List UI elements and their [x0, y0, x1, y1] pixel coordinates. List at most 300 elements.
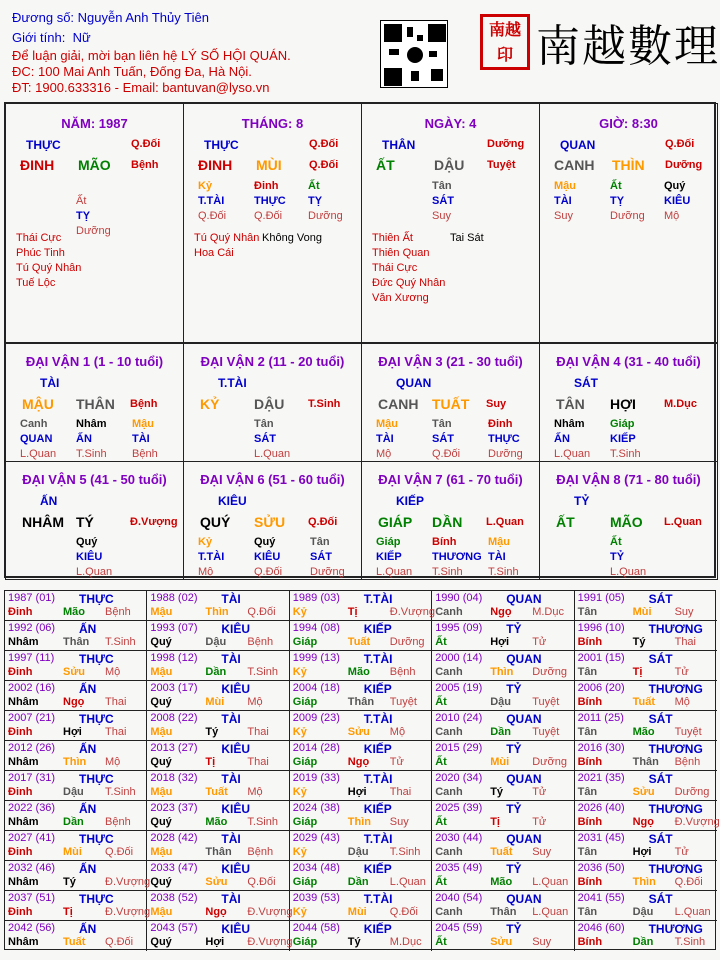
shen-sha-star: Đức Quý Nhân	[372, 277, 446, 289]
year-branch: Thân	[63, 636, 90, 648]
hidden-stem: Nhâm	[76, 418, 107, 430]
year-cell[interactable]	[432, 891, 574, 921]
hidden-stem: Giáp	[610, 418, 635, 430]
dai-van-stem: MẬU	[22, 396, 54, 412]
year-branch: Mão	[63, 606, 85, 618]
year-stem: Nhâm	[8, 816, 39, 828]
hidden-stem: Mậu	[488, 536, 510, 548]
dai-van-3[interactable]	[361, 343, 540, 462]
year-god: TÀI	[221, 652, 241, 666]
dai-van-stem: TÂN	[556, 396, 585, 412]
dai-van-title: ĐẠI VẬN 6 (51 - 60 tuổi)	[200, 472, 345, 487]
year-god: QUAN	[506, 712, 542, 726]
chart-board	[4, 102, 716, 578]
year-stem: Canh	[435, 606, 463, 618]
hidden-stem: Giáp	[376, 536, 401, 548]
year-cell[interactable]	[432, 621, 574, 651]
year-cell[interactable]	[5, 621, 147, 651]
year-cell[interactable]	[147, 891, 293, 921]
year-god: KIẾP	[363, 922, 392, 936]
year-label: 2020 (34)	[435, 772, 483, 784]
year-life-stage: Mộ	[247, 786, 263, 798]
year-life-stage: Suy	[674, 606, 694, 618]
hidden-life-stage: L.Quan	[76, 566, 113, 578]
year-cell[interactable]	[147, 921, 293, 951]
year-cell[interactable]	[5, 861, 151, 891]
year-god: THƯƠNG	[648, 682, 703, 696]
hidden-god: TÀI	[488, 551, 506, 563]
year-cell[interactable]	[290, 681, 432, 711]
hidden-god: KIÊU	[254, 551, 281, 563]
year-cell[interactable]	[575, 651, 717, 681]
year-stem: Bính	[577, 936, 603, 948]
shen-sha-star: Thiên Ất	[372, 232, 413, 244]
year-god: SÁT	[648, 832, 673, 846]
year-branch: Tuất	[63, 936, 86, 948]
dai-van-8[interactable]	[539, 461, 718, 580]
year-cell[interactable]	[290, 801, 432, 831]
year-cell[interactable]	[290, 831, 432, 861]
year-label: 2025 (39)	[435, 802, 483, 814]
year-branch: Tị	[205, 756, 216, 768]
year-label: 2022 (36)	[8, 802, 56, 814]
year-cell[interactable]	[5, 801, 147, 831]
year-label: 2038 (52)	[150, 892, 198, 904]
year-branch: Tuất	[490, 846, 513, 858]
year-label: 2032 (46)	[8, 862, 56, 874]
dai-van-7[interactable]	[361, 461, 540, 580]
year-cell[interactable]	[432, 831, 574, 861]
year-branch: Thân	[490, 906, 517, 918]
year-cell[interactable]	[575, 921, 717, 951]
dai-van-god: T.TÀI	[218, 376, 247, 390]
year-life-stage: Tử	[532, 636, 547, 648]
year-cell[interactable]	[432, 681, 574, 711]
year-cell[interactable]	[290, 621, 432, 651]
year-label: 2006 (20)	[577, 682, 625, 694]
year-stem: Canh	[435, 786, 463, 798]
pillar-status: Q.Đối	[309, 159, 339, 171]
hidden-god: SÁT	[254, 433, 276, 445]
year-cell[interactable]	[5, 831, 147, 861]
year-stem: Đinh	[8, 666, 33, 678]
pillar-branch: MÃO	[78, 157, 111, 173]
dai-van-2[interactable]	[183, 343, 362, 462]
dai-van-branch: HỢI	[610, 396, 636, 412]
year-life-stage: Q.Đối	[674, 876, 703, 888]
hidden-life-stage: T.Sinh	[488, 566, 519, 578]
year-label: 2004 (18)	[292, 682, 340, 694]
dai-van-title: ĐẠI VẬN 8 (71 - 80 tuổi)	[556, 472, 701, 487]
year-cell[interactable]	[290, 711, 432, 741]
year-cell[interactable]	[5, 771, 147, 801]
year-cell[interactable]	[432, 771, 574, 801]
hidden-stem-item: TÀI	[554, 195, 572, 207]
year-life-stage: T.Sinh	[105, 786, 136, 798]
year-life-stage: Mộ	[674, 696, 690, 708]
year-life-stage: Đ.Vượng	[389, 606, 435, 618]
shen-sha-star: Phúc Tinh	[16, 247, 65, 259]
year-cell[interactable]	[5, 651, 147, 681]
pillar-stem: ẤT	[376, 157, 395, 173]
hidden-stem-item: Q.Đối	[254, 210, 283, 222]
hidden-life-stage: Q.Đối	[432, 448, 461, 460]
year-cell[interactable]	[432, 921, 574, 951]
year-branch: Thân	[347, 696, 375, 708]
year-branch: Sửu	[490, 936, 513, 948]
year-stem: Mậu	[150, 786, 173, 798]
year-cell[interactable]	[5, 741, 147, 771]
year-branch: Tý	[347, 936, 361, 948]
year-cell[interactable]	[290, 771, 432, 801]
year-life-stage: Tuyệt	[532, 696, 560, 708]
hidden-stem: Quý	[76, 536, 98, 548]
year-label: 2010 (24)	[435, 712, 483, 724]
year-cell[interactable]	[575, 801, 720, 831]
pillar-status: Dưỡng	[665, 159, 703, 171]
year-branch: Mão	[347, 666, 370, 678]
hidden-stem-item: Đinh	[254, 180, 279, 192]
hidden-stem-item: Dưỡng	[308, 210, 343, 222]
year-stem: Tân	[577, 666, 598, 678]
year-cell[interactable]	[432, 591, 574, 621]
dai-van-status: Bệnh	[130, 398, 158, 410]
year-life-stage: T.Sinh	[247, 666, 278, 678]
year-life-stage: M.Dục	[532, 606, 564, 618]
dai-van-status: T.Sinh	[308, 398, 341, 410]
year-stem: Canh	[435, 906, 463, 918]
hidden-stem-item: Suy	[554, 210, 573, 222]
dai-van-title: ĐẠI VẬN 4 (31 - 40 tuổi)	[556, 354, 701, 369]
year-stem: Bính	[577, 876, 603, 888]
year-life-stage: Thai	[389, 786, 412, 798]
hidden-stem-item: Tân	[432, 180, 452, 192]
year-label: 1992 (06)	[8, 622, 56, 634]
dai-van-4[interactable]	[539, 343, 718, 462]
year-cell[interactable]	[147, 681, 289, 711]
year-cell[interactable]	[5, 591, 147, 621]
year-god: THỰC	[79, 592, 114, 606]
pillar-title: NGÀY: 4	[424, 116, 477, 131]
year-label: 2003 (17)	[150, 682, 198, 694]
year-god: THỰC	[79, 832, 114, 846]
year-label: 2013 (27)	[150, 742, 198, 754]
year-label: 1997 (11)	[8, 652, 55, 664]
hidden-life-stage: Dưỡng	[488, 448, 523, 460]
year-god: TỶ	[506, 862, 522, 876]
year-cell[interactable]	[147, 651, 289, 681]
year-stem: Kỷ	[292, 666, 307, 678]
year-stem: Canh	[435, 666, 463, 678]
year-cell[interactable]	[575, 831, 717, 861]
year-god: KIÊU	[221, 862, 251, 876]
year-label: 2005 (19)	[435, 682, 483, 694]
year-cell[interactable]	[290, 741, 432, 771]
year-cell[interactable]	[575, 771, 717, 801]
year-branch: Tị	[347, 606, 358, 618]
hidden-stem-item: THỰC	[254, 195, 286, 207]
year-stem: Bính	[577, 636, 603, 648]
year-cell[interactable]	[575, 891, 717, 921]
year-branch: Mùi	[63, 846, 82, 858]
year-branch: Tuất	[347, 636, 371, 648]
hidden-stem: Đinh	[488, 418, 513, 430]
hidden-stem: Tân	[310, 536, 330, 548]
owner-line	[12, 10, 209, 26]
year-god: T.TÀI	[363, 652, 393, 666]
dai-van-god: ẤN	[40, 494, 58, 508]
year-label: 2018 (32)	[150, 772, 198, 784]
year-stem: Kỷ	[292, 846, 307, 858]
year-stem: Quý	[150, 696, 172, 708]
year-stem: Mậu	[150, 666, 173, 678]
year-god: KIÊU	[221, 922, 251, 936]
year-god: T.TÀI	[363, 892, 393, 906]
year-label: 2046 (60)	[577, 922, 625, 934]
hidden-god: TÀI	[376, 433, 394, 445]
red-seal-logo: 南越印	[480, 14, 530, 70]
year-cell[interactable]	[290, 921, 432, 951]
year-god: ẤN	[79, 922, 97, 936]
year-god: TÀI	[221, 772, 241, 786]
year-cell[interactable]	[575, 591, 717, 621]
year-life-stage: Bệnh	[247, 636, 274, 648]
year-label: 2023 (37)	[150, 802, 198, 814]
hidden-god: KIẾP	[376, 551, 402, 563]
year-life-stage: Bệnh	[105, 606, 131, 618]
year-stem: Kỷ	[292, 906, 307, 918]
year-stem: Đinh	[8, 786, 33, 798]
qr-code-icon[interactable]	[380, 20, 448, 88]
year-branch: Tý	[490, 786, 504, 798]
year-god: QUAN	[506, 892, 542, 906]
year-stem: Tân	[577, 786, 598, 798]
year-label: 2028 (42)	[150, 832, 198, 844]
year-branch: Hợi	[632, 846, 652, 858]
year-life-stage: Tuyệt	[389, 696, 417, 708]
year-stem: Kỷ	[292, 726, 307, 738]
year-stem: Giáp	[292, 636, 318, 648]
hidden-life-stage: T.Sinh	[432, 566, 463, 578]
year-label: 1996 (10)	[577, 622, 625, 634]
year-cell[interactable]	[575, 861, 717, 891]
owner-name: Nguyễn Anh Thủy Tiên	[77, 10, 209, 25]
year-branch: Ngọ	[205, 906, 227, 918]
dai-van-status: L.Quan	[486, 516, 524, 528]
year-god: TÀI	[221, 712, 241, 726]
hidden-stem-item: Suy	[432, 210, 451, 222]
hidden-stem: Mậu	[132, 418, 154, 430]
year-label: 1989 (03)	[292, 592, 340, 604]
hidden-god: SÁT	[432, 433, 454, 445]
year-cell[interactable]	[575, 741, 717, 771]
shen-sha-star: Tuế Lộc	[16, 277, 56, 289]
year-stem: Tân	[577, 846, 598, 858]
year-branch: Mão	[490, 876, 513, 888]
header	[0, 0, 720, 100]
year-branch: Tuất	[632, 696, 655, 708]
year-life-stage: Đ.Vượng	[105, 876, 151, 888]
dai-van-1[interactable]	[5, 343, 184, 462]
year-cell[interactable]	[575, 681, 717, 711]
year-god: QUAN	[506, 652, 542, 666]
dai-van-6[interactable]	[183, 461, 362, 580]
hidden-stem-item: Ất	[308, 180, 320, 192]
year-stem: Mậu	[150, 606, 173, 618]
year-god: ẤN	[79, 802, 97, 816]
year-life-stage: L.Quan	[532, 906, 569, 918]
year-god: THỰC	[79, 892, 114, 906]
year-cell[interactable]	[5, 681, 147, 711]
year-god: KIẾP	[363, 622, 392, 636]
dai-van-status: L.Quan	[664, 516, 702, 528]
year-cell[interactable]	[147, 711, 289, 741]
year-branch: Tị	[490, 816, 500, 828]
year-cell[interactable]	[5, 711, 147, 741]
year-god: THƯƠNG	[648, 622, 703, 636]
year-life-stage: Suy	[389, 816, 409, 828]
year-god: THƯƠNG	[648, 742, 703, 756]
dai-van-stem: ẤT	[556, 514, 575, 530]
year-label: 2035 (49)	[435, 862, 483, 874]
year-branch: Hợi	[490, 636, 510, 648]
year-life-stage: Tử	[532, 816, 547, 828]
year-cell[interactable]	[290, 651, 432, 681]
year-cell[interactable]	[147, 861, 289, 891]
hidden-stem: Tân	[254, 418, 274, 430]
year-label: 2012 (26)	[8, 742, 56, 754]
year-label: 2019 (33)	[292, 772, 340, 784]
year-god: THƯƠNG	[648, 922, 703, 936]
hidden-stem-item: Dưỡng	[610, 210, 645, 222]
year-cell[interactable]	[147, 771, 289, 801]
dai-van-stem: QUÝ	[200, 514, 231, 530]
hidden-stem: Canh	[20, 418, 48, 430]
year-god: THỰC	[79, 772, 114, 786]
year-cell[interactable]	[5, 921, 147, 951]
dai-van-5[interactable]	[5, 461, 184, 580]
year-life-stage: T.Sinh	[247, 816, 278, 828]
year-label: 2001 (15)	[577, 652, 625, 664]
hidden-life-stage: L.Quan	[610, 566, 647, 578]
year-life-stage: Tuyệt	[674, 726, 702, 738]
year-god: THỰC	[79, 652, 114, 666]
year-label: 1987 (01)	[8, 592, 56, 604]
year-stem: Mậu	[150, 906, 173, 918]
year-stem: Canh	[435, 846, 463, 858]
year-god: SÁT	[648, 892, 673, 906]
year-cell[interactable]	[432, 861, 574, 891]
year-cell[interactable]	[5, 891, 151, 921]
shen-sha-star: Không Vong	[262, 232, 322, 244]
year-branch: Thìn	[63, 756, 87, 768]
year-label: 2007 (21)	[8, 712, 56, 724]
shen-sha-star: Văn Xương	[372, 292, 429, 304]
year-god: ẤN	[79, 622, 97, 636]
phone-email-line[interactable]: ĐT: 1900.633316 - Email: bantuvan@lyso.vn	[12, 80, 270, 95]
year-cell[interactable]	[147, 621, 289, 651]
year-god: ẤN	[79, 862, 97, 876]
year-branch: Mùi	[632, 606, 652, 618]
hidden-life-stage: L.Quan	[376, 566, 413, 578]
year-stem: Giáp	[292, 936, 318, 948]
year-stem: Nhâm	[8, 936, 39, 948]
hidden-god: TÀI	[132, 433, 150, 445]
year-god: TÀI	[221, 832, 241, 846]
year-stem: Đinh	[8, 846, 33, 858]
year-branch: Ngọ	[632, 816, 654, 828]
year-life-stage: Thai	[105, 696, 127, 708]
year-label: 2043 (57)	[150, 922, 198, 934]
year-branch: Thìn	[205, 606, 229, 618]
year-cell[interactable]	[147, 801, 289, 831]
hidden-stem: Nhâm	[554, 418, 585, 430]
year-cell[interactable]	[147, 741, 289, 771]
year-cell[interactable]	[432, 801, 574, 831]
year-stem: Tân	[577, 606, 598, 618]
year-cell[interactable]	[290, 591, 435, 621]
hidden-stem-item: TỴ	[308, 195, 323, 207]
pillar-branch: THÌN	[612, 157, 645, 173]
year-cell[interactable]	[432, 741, 574, 771]
dai-van-branch: TÝ	[76, 514, 94, 530]
year-life-stage: Suy	[532, 936, 552, 948]
dai-van-title: ĐẠI VẬN 2 (11 - 20 tuổi)	[200, 354, 345, 369]
year-cell[interactable]	[575, 621, 717, 651]
year-stem: Tân	[577, 906, 598, 918]
year-cell[interactable]	[575, 711, 717, 741]
year-label: 2045 (59)	[435, 922, 483, 934]
dai-van-god: SÁT	[574, 376, 598, 390]
hidden-stem-item: Dưỡng	[76, 225, 111, 237]
year-life-stage: T.Sinh	[674, 936, 706, 948]
year-stem: Quý	[150, 936, 172, 948]
year-stem: Ất	[435, 636, 447, 648]
year-life-stage: Tử	[674, 666, 689, 678]
year-cell[interactable]	[290, 861, 432, 891]
year-branch: Thân	[632, 756, 659, 768]
year-cell[interactable]	[432, 651, 574, 681]
year-label: 2002 (16)	[8, 682, 56, 694]
year-label: 2008 (22)	[150, 712, 198, 724]
year-god: THƯƠNG	[648, 802, 703, 816]
year-label: 2044 (58)	[292, 922, 340, 934]
dai-van-god: TỶ	[574, 494, 590, 508]
year-label: 2016 (30)	[577, 742, 625, 754]
year-label: 2042 (56)	[8, 922, 56, 934]
hidden-stem-item: Kỷ	[198, 180, 213, 192]
year-cell[interactable]	[147, 591, 289, 621]
year-cell[interactable]	[432, 711, 574, 741]
year-cell[interactable]	[290, 891, 432, 921]
dai-van-god: TÀI	[40, 376, 60, 390]
hidden-life-stage: Bệnh	[132, 448, 158, 460]
year-cell[interactable]	[147, 831, 289, 861]
hidden-life-stage: Mộ	[376, 448, 392, 460]
brand-calligraphy-logo: 南越數理	[536, 21, 720, 72]
year-stem: Giáp	[292, 696, 318, 708]
year-god: QUAN	[506, 772, 542, 786]
shen-sha-star: Tai Sát	[450, 232, 484, 244]
year-god: KIẾP	[363, 682, 392, 696]
dai-van-branch: DẬU	[254, 396, 285, 412]
dai-van-status: Q.Đối	[308, 516, 338, 528]
year-stem: Tân	[577, 726, 598, 738]
year-label: 2009 (23)	[292, 712, 340, 724]
dai-van-branch: THÂN	[76, 396, 115, 412]
year-life-stage: Bệnh	[247, 846, 274, 858]
hidden-life-stage: L.Quan	[254, 448, 291, 460]
